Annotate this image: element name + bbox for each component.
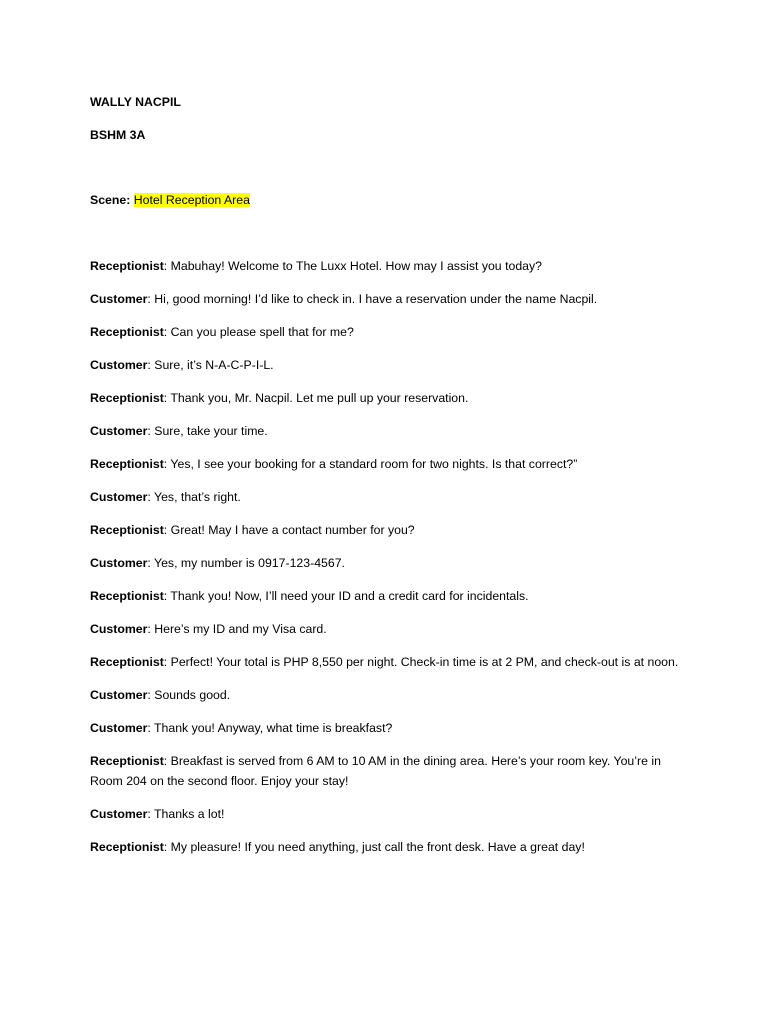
speaker-name: Receptionist: [90, 259, 164, 273]
speaker-name: Customer: [90, 424, 148, 438]
scene-label: Scene:: [90, 193, 131, 207]
dialogue-line: [90, 718, 690, 738]
dialogue-line: [90, 454, 690, 474]
dialogue-line: [90, 652, 690, 672]
dialogue-text: : Thank you, Mr. Nacpil. Let me pull up your reservation.: [163, 391, 469, 405]
dialogue-text: : Thank you! Now, I’ll need your ID and a credit card for incidentals.: [163, 589, 529, 603]
speaker-name: Receptionist: [90, 754, 164, 768]
dialogue-text: : Breakfast is served from 6 AM to 10 AM in the dining area. Here’s your room key. You’re in Room 204 on the second floor. Enjoy your stay!: [90, 754, 661, 788]
dialogue-line: [90, 322, 690, 342]
dialogue-line: [90, 837, 690, 857]
dialogue-line: [90, 487, 690, 507]
dialogue-line: [90, 355, 690, 375]
speaker-name: Customer: [90, 292, 148, 306]
dialogue-text: : Perfect! Your total is PHP 8,550 per night. Check-in time is at 2 PM, and check-out is at noon.: [163, 655, 679, 669]
scene-line: [90, 190, 690, 210]
speaker-name: Receptionist: [90, 325, 164, 339]
dialogue-line: [90, 619, 690, 639]
speaker-name: Receptionist: [90, 589, 164, 603]
dialogue-text: : My pleasure! If you need anything, just call the front desk. Have a great day!: [163, 840, 585, 854]
document-page: [90, 92, 690, 870]
speaker-name: Customer: [90, 688, 148, 702]
dialogue-text: : Yes, I see your booking for a standard room for two nights. Is that correct?”: [163, 457, 578, 471]
dialogue-line: [90, 553, 690, 573]
speaker-name: Receptionist: [90, 655, 164, 669]
dialogue-line: [90, 421, 690, 441]
scene-value: Hotel Reception Area: [133, 193, 250, 207]
dialogue-line: [90, 751, 690, 791]
dialogue-text: : Sure, take your time.: [147, 424, 268, 438]
dialogue-line: [90, 586, 690, 606]
dialogue-text: : Can you please spell that for me?: [163, 325, 354, 339]
dialogue-text: : Hi, good morning! I’d like to check in. I have a reservation under the name Nacpil.: [147, 292, 598, 306]
dialogue-list: [90, 256, 690, 857]
speaker-name: Customer: [90, 556, 148, 570]
dialogue-text: : Mabuhay! Welcome to The Luxx Hotel. How may I assist you today?: [163, 259, 542, 273]
dialogue-text: : Yes, my number is 0917-123-4567.: [147, 556, 345, 570]
speaker-name: Customer: [90, 807, 148, 821]
student-name: WALLY NACPIL: [90, 95, 181, 109]
dialogue-text: : Here’s my ID and my Visa card.: [147, 622, 327, 636]
dialogue-line: [90, 804, 690, 824]
dialogue-text: : Great! May I have a contact number for you?: [163, 523, 415, 537]
dialogue-line: [90, 256, 690, 276]
class-section: BSHM 3A: [90, 128, 146, 142]
dialogue-line: [90, 685, 690, 705]
speaker-name: Customer: [90, 490, 148, 504]
speaker-name: Customer: [90, 721, 148, 735]
dialogue-text: : Thanks a lot!: [147, 807, 225, 821]
speaker-name: Receptionist: [90, 391, 164, 405]
speaker-name: Customer: [90, 622, 148, 636]
dialogue-text: : Sounds good.: [147, 688, 231, 702]
dialogue-line: [90, 388, 690, 408]
speaker-name: Receptionist: [90, 457, 164, 471]
speaker-name: Customer: [90, 358, 148, 372]
dialogue-text: : Yes, that’s right.: [147, 490, 241, 504]
dialogue-line: [90, 520, 690, 540]
speaker-name: Receptionist: [90, 840, 164, 854]
dialogue-line: [90, 289, 690, 309]
speaker-name: Receptionist: [90, 523, 164, 537]
dialogue-text: : Sure, it’s N-A-C-P-I-L.: [147, 358, 274, 372]
dialogue-text: : Thank you! Anyway, what time is breakfast?: [147, 721, 393, 735]
